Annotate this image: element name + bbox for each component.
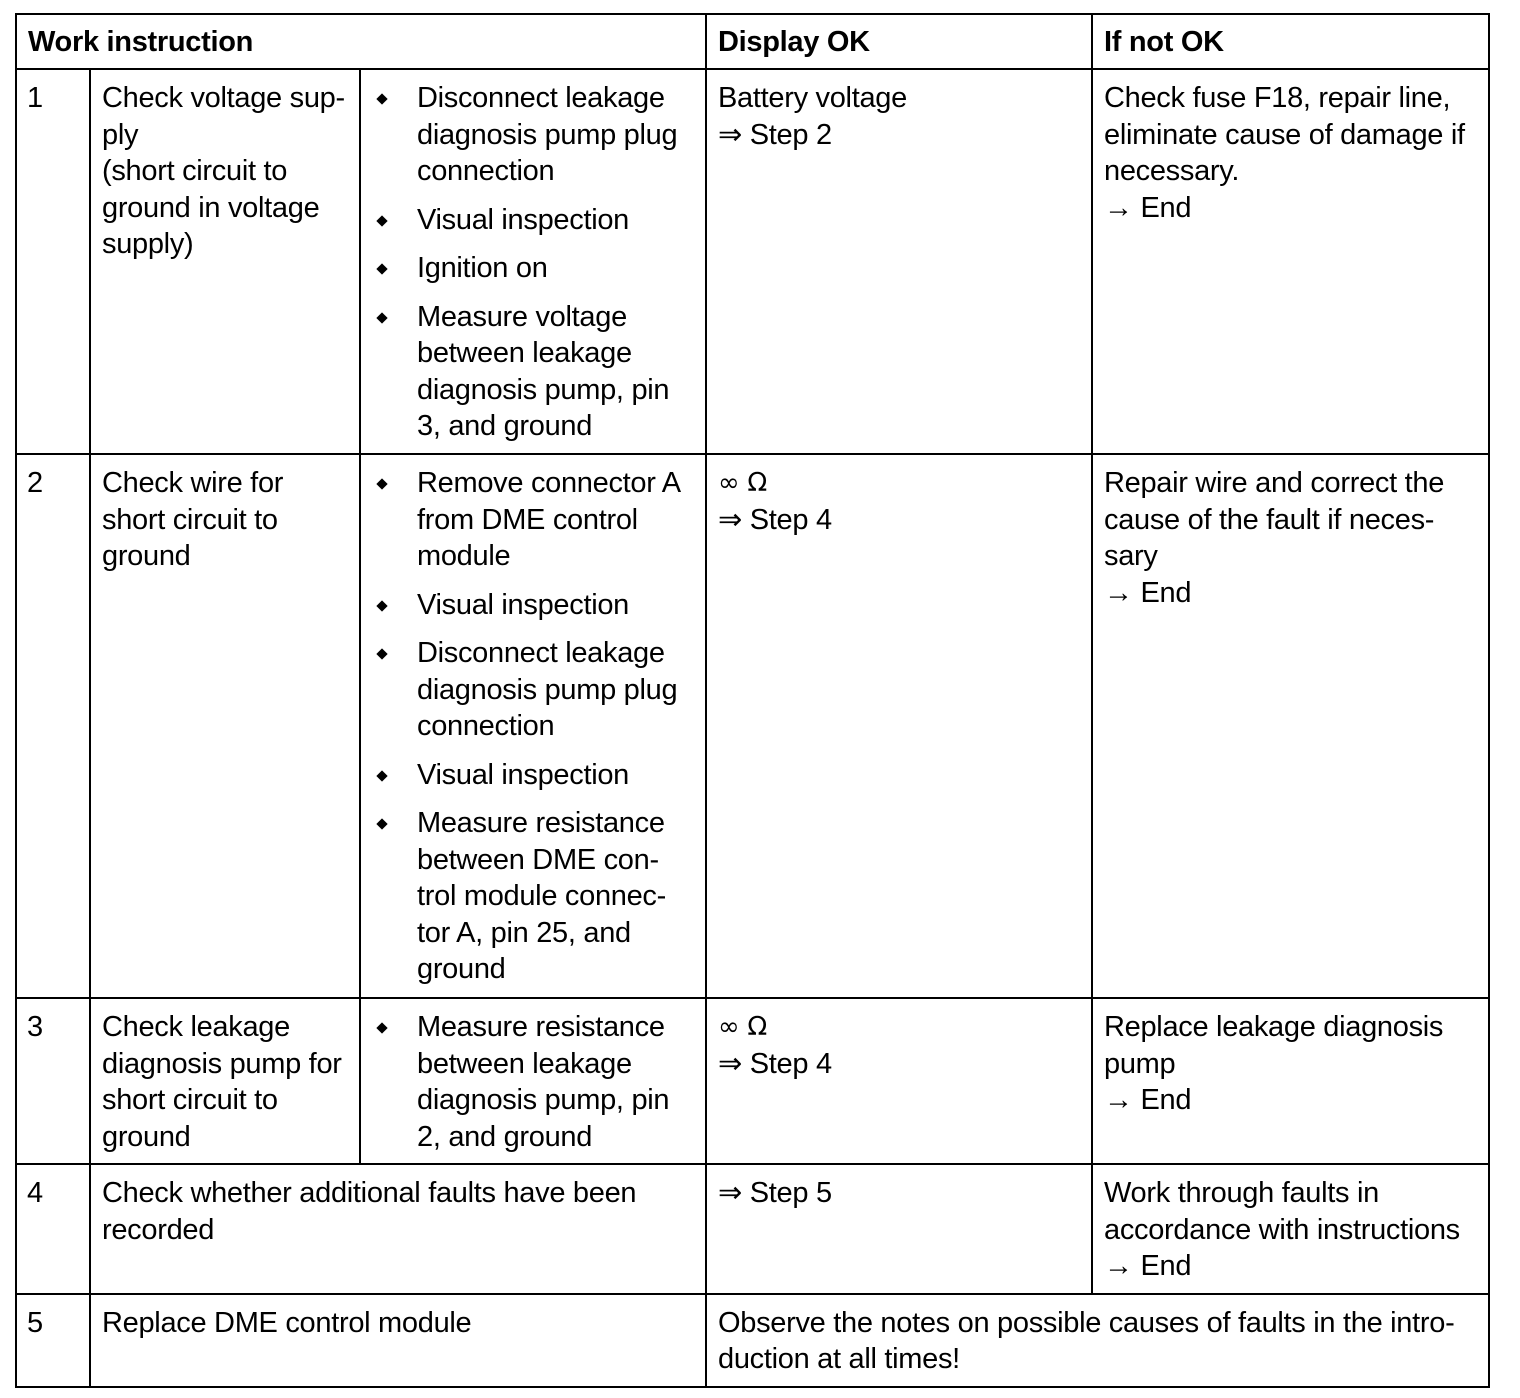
diamond-bullet-icon <box>376 478 387 489</box>
header-if-not-ok: If not OK <box>1092 14 1489 69</box>
header-work-instruction: Work instruction <box>16 14 706 69</box>
title-line: (short circuit to <box>102 155 288 187</box>
table-row <box>16 998 1489 1164</box>
title-line: ground <box>102 1120 191 1153</box>
diamond-bullet-icon <box>376 93 387 104</box>
ok-line: ⇒ Step 2 <box>718 118 832 151</box>
not-ok-line: Work through faults in <box>1104 1177 1379 1209</box>
list-item <box>372 635 695 745</box>
display-ok-cell <box>706 454 1092 998</box>
if-not-ok-cell <box>1092 1164 1489 1294</box>
title-line: ground <box>102 540 191 572</box>
table-row <box>16 1164 1489 1294</box>
action-line: 2, and ground <box>417 1120 593 1153</box>
header-row <box>16 14 1489 69</box>
title-line: supply) <box>102 228 194 260</box>
step-title <box>90 454 360 998</box>
action-line: trol module connec- <box>417 880 666 912</box>
note-line: Observe the notes on possible causes of faults in the intro- <box>718 1306 1455 1339</box>
step-number: 2 <box>16 454 90 998</box>
action-line: diagnosis pump plug <box>417 673 678 706</box>
action-line: Remove connector A <box>417 467 681 499</box>
diamond-bullet-icon <box>376 648 387 659</box>
ok-line: ∞ Ω <box>718 468 767 498</box>
ok-line: ∞ Ω <box>718 1012 767 1042</box>
action-line: 3, and ground <box>417 410 593 442</box>
title-line: ply <box>102 118 139 151</box>
action-line: Disconnect leakage <box>417 637 665 669</box>
if-not-ok-cell <box>1092 454 1489 998</box>
step-number: 3 <box>16 998 90 1164</box>
not-ok-line: accordance with instructions <box>1104 1213 1460 1246</box>
action-line: Visual inspection <box>417 758 630 791</box>
step-title <box>90 1164 706 1294</box>
list-item <box>372 757 695 794</box>
title-line: Replace DME control module <box>102 1306 472 1339</box>
diamond-bullet-icon <box>376 215 387 226</box>
action-line: tor A, pin 25, and <box>417 916 631 949</box>
list-item <box>372 250 695 287</box>
if-not-ok-cell <box>1092 998 1489 1164</box>
title-line: diagnosis pump for <box>102 1047 342 1080</box>
not-ok-line: cause of the fault if neces- <box>1104 503 1435 536</box>
diamond-bullet-icon <box>376 312 387 323</box>
ok-line: ⇒ Step 4 <box>718 503 832 536</box>
step-actions <box>360 998 706 1164</box>
not-ok-line: Check fuse F18, repair line, <box>1104 82 1451 114</box>
step-actions <box>360 454 706 998</box>
not-ok-line: Repair wire and correct the <box>1104 467 1445 499</box>
action-list <box>372 80 695 445</box>
action-line: Ignition on <box>417 252 548 284</box>
ok-line: Battery voltage <box>718 82 907 114</box>
action-line: Measure resistance <box>417 1011 665 1043</box>
action-line: between leakage <box>417 1047 632 1080</box>
title-line: Check whether additional faults have been <box>102 1177 637 1209</box>
display-ok-cell <box>706 69 1092 454</box>
ok-line: ⇒ Step 4 <box>718 1047 832 1080</box>
action-line: between DME con- <box>417 843 659 876</box>
step-number: 5 <box>16 1294 90 1387</box>
step-number: 4 <box>16 1164 90 1294</box>
note-line: duction at all times! <box>718 1343 960 1375</box>
action-line: Visual inspection <box>417 588 630 621</box>
step-title <box>90 998 360 1164</box>
step-title <box>90 69 360 454</box>
list-item <box>372 465 695 575</box>
not-ok-line: → End <box>1104 1084 1192 1116</box>
not-ok-line: necessary. <box>1104 155 1240 187</box>
diamond-bullet-icon <box>376 1022 387 1033</box>
action-line: diagnosis pump, pin <box>417 373 670 406</box>
diamond-bullet-icon <box>376 600 387 611</box>
list-item <box>372 1009 695 1155</box>
not-ok-line: pump <box>1104 1047 1176 1080</box>
action-line: Measure voltage <box>417 300 627 333</box>
header-display-ok: Display OK <box>706 14 1092 69</box>
table-row <box>16 69 1489 454</box>
action-line: between leakage <box>417 337 632 369</box>
not-ok-line: sary <box>1104 540 1158 572</box>
title-line: recorded <box>102 1213 215 1246</box>
display-ok-cell <box>706 1164 1092 1294</box>
action-line: Measure resistance <box>417 807 665 839</box>
action-line: Disconnect leakage <box>417 82 665 114</box>
work-instruction-table <box>15 13 1490 1388</box>
title-line: Check voltage sup- <box>102 82 345 114</box>
step-number: 1 <box>16 69 90 454</box>
action-line: diagnosis pump plug <box>417 118 678 151</box>
action-line: Visual inspection <box>417 203 630 236</box>
title-line: short circuit to <box>102 503 278 536</box>
table-row <box>16 454 1489 998</box>
action-line: connection <box>417 710 555 742</box>
action-line: from DME control <box>417 503 638 536</box>
diamond-bullet-icon <box>376 263 387 274</box>
action-line: connection <box>417 155 555 187</box>
list-item <box>372 80 695 190</box>
action-list <box>372 465 695 988</box>
list-item <box>372 587 695 624</box>
list-item <box>372 202 695 239</box>
action-list <box>372 1009 695 1155</box>
list-item <box>372 299 695 445</box>
diamond-bullet-icon <box>376 770 387 781</box>
list-item <box>372 805 695 988</box>
title-line: ground in voltage <box>102 191 320 224</box>
title-line: Check wire for <box>102 467 284 499</box>
not-ok-line: → End <box>1104 576 1192 609</box>
not-ok-line: → End <box>1104 1250 1192 1282</box>
document-page <box>15 13 1490 1388</box>
display-ok-cell <box>706 998 1092 1164</box>
not-ok-line: eliminate cause of damage if <box>1104 118 1465 151</box>
if-not-ok-cell <box>1092 69 1489 454</box>
title-line: Check leakage <box>102 1011 290 1043</box>
action-line: diagnosis pump, pin <box>417 1084 670 1116</box>
action-line: module <box>417 540 511 572</box>
step-actions <box>360 69 706 454</box>
step-title <box>90 1294 706 1387</box>
ok-line: ⇒ Step 5 <box>718 1177 832 1209</box>
table-row <box>16 1294 1489 1387</box>
title-line: short circuit to <box>102 1084 278 1116</box>
note-cell <box>706 1294 1489 1387</box>
not-ok-line: → End <box>1104 191 1192 224</box>
action-line: ground <box>417 953 506 985</box>
diamond-bullet-icon <box>376 818 387 829</box>
not-ok-line: Replace leakage diagnosis <box>1104 1011 1444 1043</box>
